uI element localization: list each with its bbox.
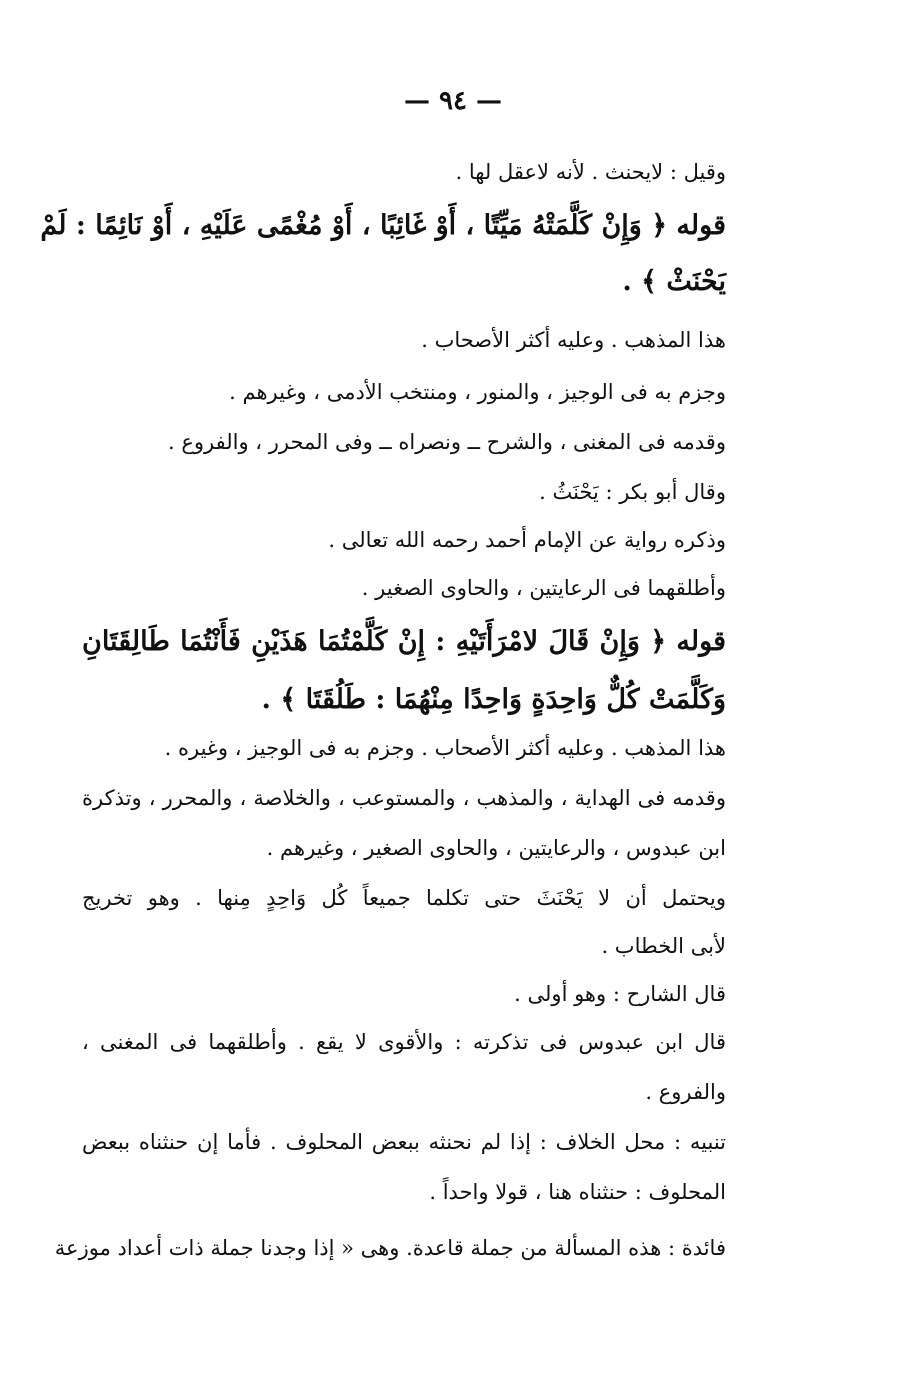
text-line: وقال أبو بكر : يَحْنَثُ . [539, 480, 726, 504]
text-line: وجزم به فى الوجيز ، والمنور ، ومنتخب الأدمى ، وغيرهم . [229, 380, 726, 404]
page-number: — ٩٤ — [403, 86, 503, 116]
text-line: قال الشارح : وهو أولى . [514, 982, 726, 1006]
text-line: وقيل : لايحنث . لأنه لاعقل لها . [455, 160, 726, 184]
note-line: تنبيه : محل الخلاف : إذا لم نحنثه ببعض المحلوف . فأما إن حنثناه ببعض [82, 1130, 726, 1154]
quote-line: قوله ﴿ وَإِنْ قَالَ لامْرَأَتَيْهِ : إِنْ كَلَّمْتُمَا هَذَيْنِ فَأَنْتُمَا طَالِقَتَانِ [82, 626, 726, 657]
text-line: وقدمه فى المغنى ، والشرح ــ ونصراه ــ وفى المحرر ، والفروع . [167, 430, 726, 454]
text-line: ابن عبدوس ، والرعايتين ، والحاوى الصغير ، وغيرهم . [266, 836, 726, 860]
quote-line: يَحْنَثْ ﴾ . [622, 266, 726, 297]
note-line: المحلوف : حنثناه هنا ، قولا واحداً . [429, 1180, 726, 1204]
benefit-line: فائدة : هذه المسألة من جملة قاعدة. وهى « إذا وجدنا جملة ذات أعداد موزعة [54, 1236, 726, 1260]
quote-line: وَكَلَّمَتْ كُلٌّ وَاحِدَةٍ وَاحِدًا مِنْهُمَا : طَلُقَتَا ﴾ . [261, 684, 726, 715]
text-line: والفروع . [645, 1080, 726, 1104]
text-line: هذا المذهب . وعليه أكثر الأصحاب . [421, 328, 726, 352]
text-line: لأبى الخطاب . [601, 934, 726, 958]
text-line: وأطلقهما فى الرعايتين ، والحاوى الصغير . [361, 576, 726, 600]
text-line: قال ابن عبدوس فى تذكرته : والأقوى لا يقع . وأطلقهما فى المغنى ، [82, 1030, 726, 1054]
quote-line: قوله ﴿ وَإِنْ كَلَّمَتْهُ مَيِّتًا ، أَوْ غَائِبًا ، أَوْ مُغْمًى عَلَيْهِ ، أَوْ نَائِمًا : لَمْ [40, 210, 726, 241]
text-line: وقدمه فى الهداية ، والمذهب ، والمستوعب ، والخلاصة ، والمحرر ، وتذكرة [82, 786, 726, 810]
text-line: وذكره رواية عن الإمام أحمد رحمه الله تعالى . [328, 528, 726, 552]
text-line: هذا المذهب . وعليه أكثر الأصحاب . وجزم به فى الوجيز ، وغيره . [164, 736, 726, 760]
text-line: ويحتمل أن لا يَحْنَثَ حتى تكلما جميعاً كُل وَاحِدٍ مِنها . وهو تخريج [82, 886, 726, 910]
